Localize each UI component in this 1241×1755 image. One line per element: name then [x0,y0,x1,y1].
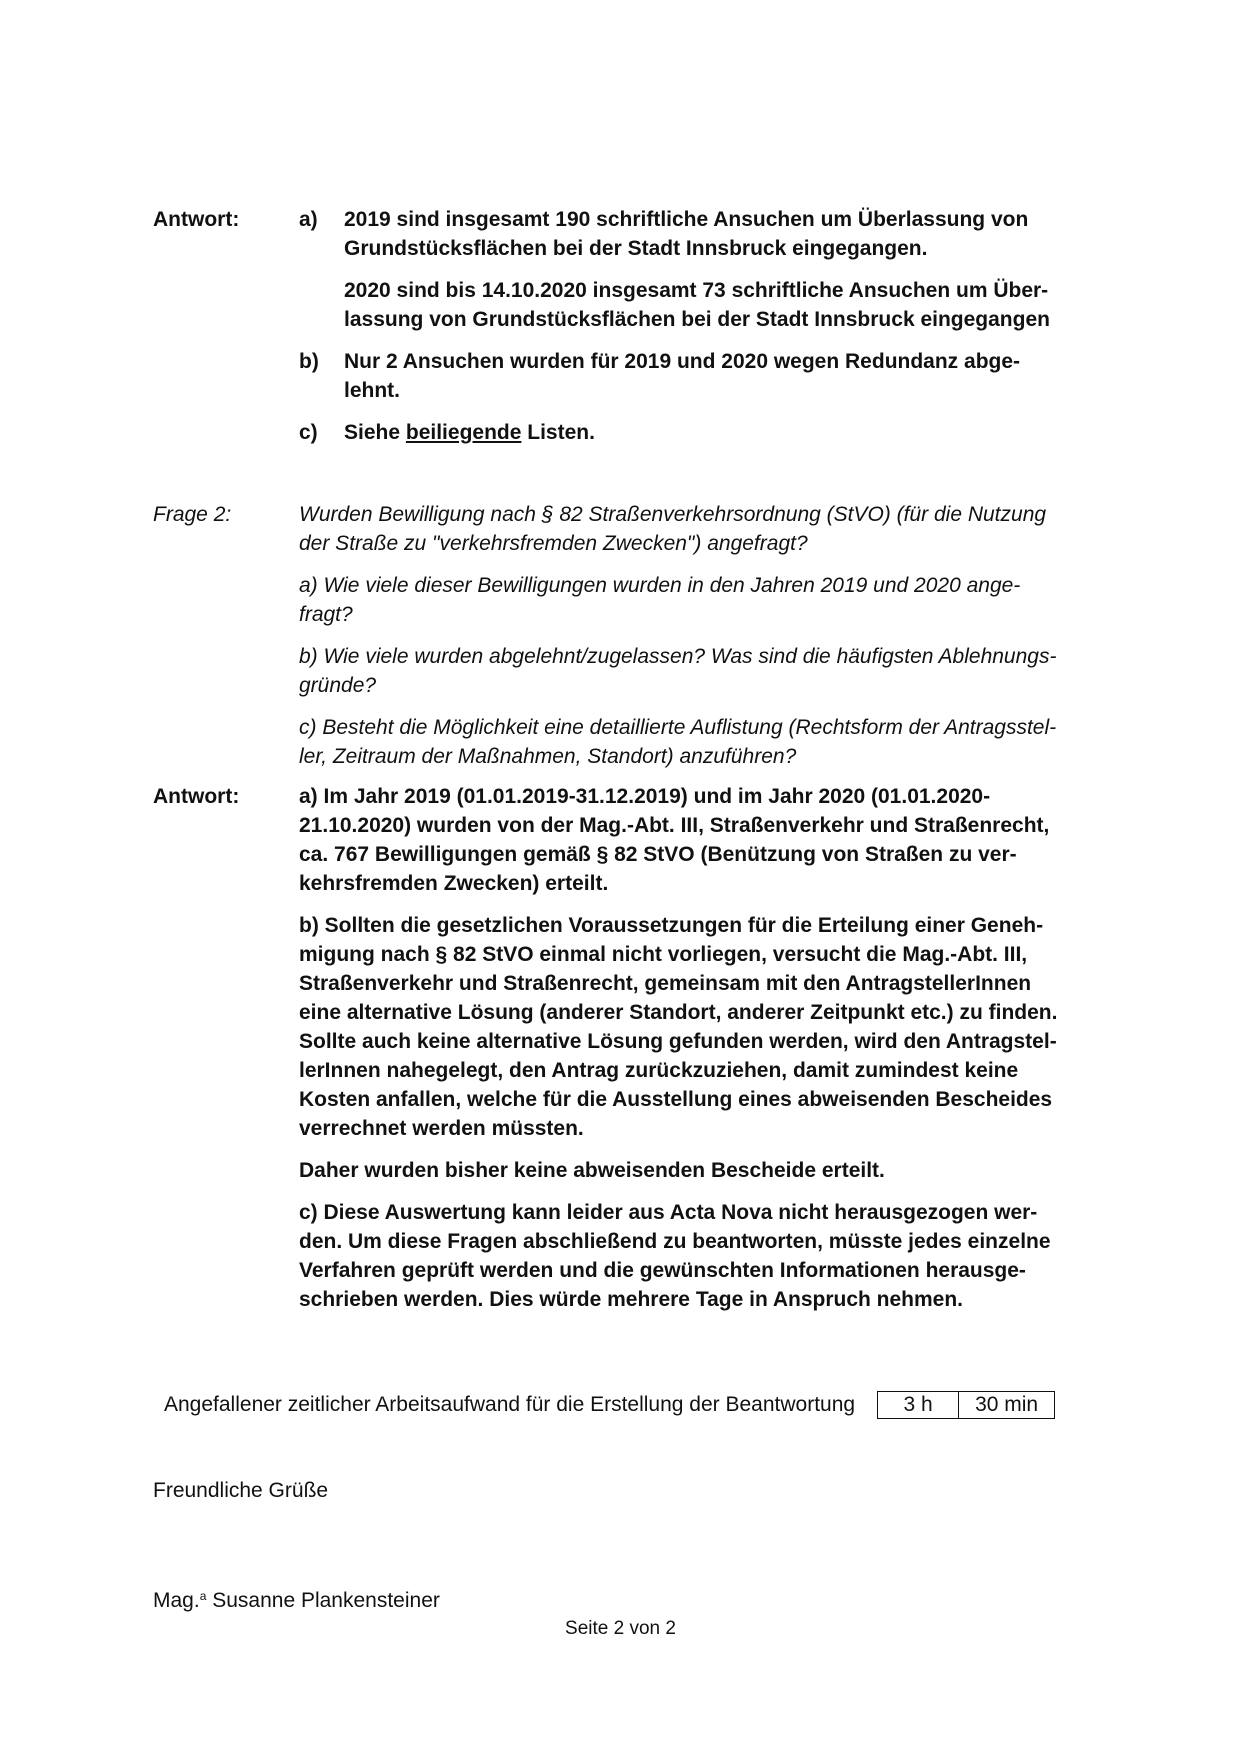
paragraph [299,1198,1129,1314]
text-line: ler, Zeitraum der Maßnahmen, Standort) anzuführen? [299,745,797,768]
text-line: lehnt. [344,379,400,402]
text-line: b) Sollten die gesetzlichen Voraussetzungen für die Erteilung einer Geneh- [299,914,1044,937]
item-marker: c) [299,421,318,444]
text-line: c) Besteht die Möglichkeit eine detaillierte Auflistung (Rechtsform der Antragsstel- [299,716,1057,739]
signature-title-sup: a [199,1589,207,1603]
paragraph [299,1156,1129,1185]
text-line: Verfahren geprüft werden und die gewünschten Informationen herausge- [299,1259,1026,1282]
text-line: 21.10.2020) wurden von der Mag.-Abt. III, Straßenverkehr und Straßenrecht, [299,814,1050,837]
workload-label: Angefallener zeitlicher Arbeitsaufwand für die Erstellung der Beantwortung [164,1393,856,1416]
text-line: 2020 sind bis 14.10.2020 insgesamt 73 schriftliche Ansuchen um Über- [344,279,1049,302]
text-line: der Straße zu "verkehrsfremden Zwecken") angefragt? [299,532,808,555]
page-footer: Seite 2 von 2 [565,1618,676,1639]
text-line: eine alternative Lösung (anderer Standort, anderer Zeitpunkt etc.) zu finden. [299,1001,1058,1024]
question2-body [299,500,1129,784]
answer2-label: Antwort: [153,785,240,808]
text-line: migung nach § 82 StVO einmal nicht vorliegen, versucht die Mag.-Abt. III, [299,943,1028,966]
text-line: Sollte auch keine alternative Lösung gefunden werden, wird den Antragstel- [299,1030,1057,1053]
paragraph [299,782,1129,898]
paragraph [299,911,1129,1143]
text-line: Daher wurden bisher keine abweisenden Bescheide erteilt. [299,1159,885,1182]
text-line: a) Wie viele dieser Bewilligungen wurden in den Jahren 2019 und 2020 ange- [299,574,1021,597]
text-line: a) Im Jahr 2019 (01.01.2019-31.12.2019) und im Jahr 2020 (01.01.2020- [299,785,991,808]
answer1-item-b [299,347,1129,405]
workload-row [164,1390,1055,1419]
paragraph [299,713,1129,771]
text-line: Nur 2 Ansuchen wurden für 2019 und 2020 wegen Redundanz abge- [344,350,1021,373]
text-line: verrechnet werden müssten. [299,1117,584,1140]
text-line [344,418,1129,447]
text-line: schrieben werden. Dies würde mehrere Tage in Anspruch nehmen. [299,1288,964,1311]
closing-greeting: Freundliche Grüße [153,1479,329,1502]
underlined-text: beiliegende [405,421,522,444]
signature-title: Mag. [153,1589,200,1612]
text-line: c) Diese Auswertung kann leider aus Acta Nova nicht herausgezogen wer- [299,1201,1038,1224]
text-line: 2019 sind insgesamt 190 schriftliche Ansuchen um Überlassung von [344,208,1029,231]
text-line: fragt? [299,603,353,626]
item-marker: a) [299,208,318,231]
text-line: den. Um diese Fragen abschließend zu beantworten, müsste jedes einzelne [299,1230,1051,1253]
text-fragment: Siehe [344,421,406,444]
text-line: b) Wie viele wurden abgelehnt/zugelassen? Was sind die häufigsten Ablehnungs- [299,645,1057,668]
text-line: lassung von Grundstücksflächen bei der Stadt Innsbruck eingegangen [344,308,1050,331]
question2-label: Frage 2: [153,503,232,526]
text-line: ca. 767 Bewilligungen gemäß § 82 StVO (Benützung von Straßen zu ver- [299,843,1017,866]
workload-box [877,1391,1055,1419]
text-line: Straßenverkehr und Straßenrecht, gemeinsam mit den AntragstellerInnen [299,972,1032,995]
paragraph [299,642,1129,700]
text-line: kehrsfremden Zwecken) erteilt. [299,872,609,895]
paragraph [299,571,1129,629]
text-line: Grundstücksflächen bei der Stadt Innsbruck eingegangen. [344,237,928,260]
paragraph [344,205,1129,263]
workload-hours: 3 h [878,1392,959,1418]
text-line: Kosten anfallen, welche für die Ausstellung eines abweisenden Bescheides [299,1088,1053,1111]
item-marker: b) [299,350,319,373]
text-line: gründe? [299,674,377,697]
text-line: Wurden Bewilligung nach § 82 Straßenverkehrsordnung (StVO) (für die Nutzung [299,503,1047,526]
workload-minutes: 30 min [975,1392,1039,1416]
answer1-body [299,205,1129,460]
text-line: lerInnen nahegelegt, den Antrag zurückzuziehen, damit zumindest keine [299,1059,1019,1082]
text-fragment: Listen. [521,421,595,444]
answer1-item-c [299,418,1129,447]
answer2-body [299,782,1129,1327]
answer1-label: Antwort: [153,208,240,231]
paragraph [344,276,1129,334]
signature [153,1586,440,1615]
answer1-item-a [299,205,1129,334]
signature-name: Susanne Plankensteiner [212,1589,440,1612]
paragraph [299,500,1129,558]
